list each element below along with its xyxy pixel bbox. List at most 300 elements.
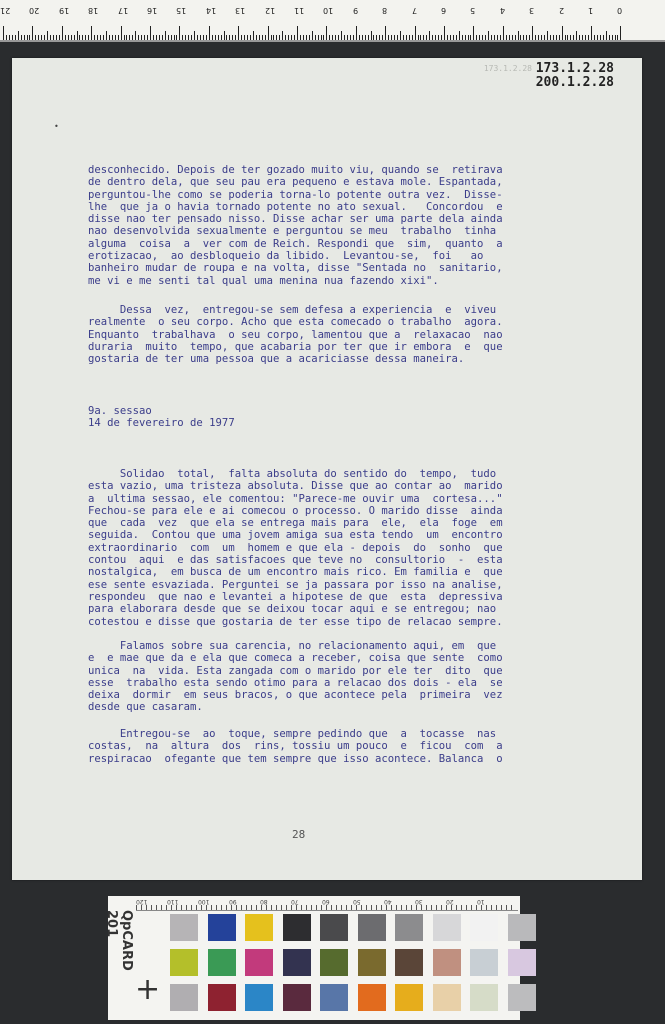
corner-mark: • (54, 122, 59, 131)
ruler-tick (520, 35, 521, 40)
ruler-tick (156, 35, 157, 40)
paragraph-continuation: desconhecido. Depois de ter gozado muito viu, quando se retirava de dentro dela, que seu pau era pequeno e estava mole. Espantada, perguntou-lhe como se poderia torna-lo potente outra vez. Disse- lhe que ja o havia tornado potente no ato sexual. Concordou e disse nao ter pensado nisso. Disse achar ser uma parte dela ainda nao desenvolvida sexualmente e perguntou se meu trabalho tinha alguma coisa a ver com de Reich. Respondi que sim, quanto a erotizacao, ao desbloqueio da libido. Levantou-se, foi ao banheiro mudar de roupa e na volta, disse "Sentada no sanitario, me vi e me senti tal qual uma menina nua fazendo xixi". (88, 164, 503, 287)
card-scale-tick (336, 905, 337, 910)
ruler-number: 5 (470, 6, 476, 15)
card-scale-tick (441, 905, 442, 910)
ruler-tick (247, 35, 248, 40)
ruler-tick (332, 35, 333, 40)
ruler-tick (3, 26, 4, 40)
ruler-tick (100, 35, 101, 40)
ruler-tick (162, 35, 163, 40)
card-scale-tick (166, 905, 167, 910)
ruler-number: 2 (558, 6, 564, 15)
card-scale-tick (426, 905, 427, 910)
ruler-tick (12, 35, 13, 40)
ruler-tick (435, 35, 436, 40)
ruler-tick (403, 35, 404, 40)
card-scale-tick (156, 905, 157, 910)
ruler-tick (432, 35, 433, 40)
card-scale-tick (266, 905, 267, 910)
ruler-tick (103, 35, 104, 40)
ruler-tick (462, 35, 463, 40)
ruler-tick (459, 31, 460, 40)
ruler-tick (350, 35, 351, 40)
card-scale-number: 10 (477, 898, 485, 905)
ruler-tick (356, 26, 357, 40)
card-scale-tick (446, 905, 447, 910)
ruler-tick (329, 35, 330, 40)
ruler-tick (194, 31, 195, 40)
ruler-tick (6, 35, 7, 40)
ruler-tick (420, 35, 421, 40)
ruler-tick (500, 35, 501, 40)
color-swatch (283, 984, 311, 1011)
card-scale-tick (246, 905, 247, 910)
ruler-tick (606, 31, 607, 40)
color-swatch (470, 914, 498, 941)
color-swatch (170, 914, 198, 941)
ruler-tick (309, 35, 310, 40)
ruler-tick (494, 35, 495, 40)
ruler-tick (562, 26, 563, 40)
ruler-tick (112, 35, 113, 40)
ruler-tick (415, 26, 416, 40)
ruler-tick (362, 35, 363, 40)
ruler-tick (256, 35, 257, 40)
card-scale-tick (306, 905, 307, 910)
ruler-tick (418, 35, 419, 40)
color-swatch (245, 949, 273, 976)
ruler-tick (509, 35, 510, 40)
card-scale-tick (496, 905, 497, 910)
card-scale-tick (486, 905, 487, 910)
card-scale-number: 80 (260, 898, 268, 905)
page-number: 28 (292, 828, 306, 841)
ruler-tick (135, 31, 136, 40)
card-scale-tick (261, 905, 262, 910)
ruler-tick (376, 35, 377, 40)
ruler-tick (532, 26, 533, 40)
card-scale-tick (476, 905, 477, 910)
ruler-tick (182, 35, 183, 40)
ruler-tick (594, 35, 595, 40)
card-scale-tick (386, 905, 387, 910)
card-scale-number: 60 (322, 898, 330, 905)
ruler-tick (556, 35, 557, 40)
card-scale-number: 20 (446, 898, 454, 905)
document-page (12, 58, 642, 880)
ruler-tick (379, 35, 380, 40)
card-scale-tick (431, 905, 432, 910)
card-scale-tick (326, 905, 327, 910)
ruler-tick (444, 26, 445, 40)
ruler-tick (323, 35, 324, 40)
ruler-tick (529, 35, 530, 40)
ruler-tick (585, 35, 586, 40)
card-scale-tick (471, 905, 472, 910)
color-calibration-card (104, 896, 520, 1020)
paragraph-solidao: Solidao total, falta absoluta do sentido do tempo, tudo esta vazio, uma tristeza absoluta. Disse que ao contar ao marido a ultima sessao, ele comentou: "Parece-me ouvir uma cortesa..." Fechou-se para ele e ai comecou o processo. O marido disse ainda que cada vez que ela se entrega mais para ele, ela foge em seguida. Contou que uma jovem amiga sua esta tendo um encontro extraordinario com um homem e que ela - depois do sonho que contou aqui e das satisfacoes que teve no consultorio - esta nostalgica, em busca de um encontro mais rico. Em familia e que ese sente esvaziada. Perguntei se ja passara por isso na analise, respondeu que nao e levantei a hipotese de que esta depressiva para elaborara desde que se deixou tocar aqui e se entregou; nao cotestou e disse que gostaria de ter esse tipo de relacao sempre. (88, 468, 503, 628)
ruler-tick (600, 35, 601, 40)
card-scale-tick (381, 905, 382, 910)
ruler-tick (567, 35, 568, 40)
ruler-tick (218, 35, 219, 40)
ruler-tick (50, 35, 51, 40)
color-swatch (508, 949, 536, 976)
ruler-tick (450, 35, 451, 40)
ruler-tick (132, 35, 133, 40)
ruler-tick (153, 35, 154, 40)
card-brand: QpCARD 201 (104, 910, 134, 971)
ruler-tick (588, 35, 589, 40)
ruler-tick (406, 35, 407, 40)
card-scale-number: 50 (353, 898, 361, 905)
ruler-tick (59, 35, 60, 40)
card-scale-tick (421, 905, 422, 910)
ruler-tick (359, 35, 360, 40)
ruler-tick (191, 35, 192, 40)
card-scale-number: 120 (136, 898, 148, 905)
ruler-number: 17 (117, 6, 128, 15)
card-scale-number: 90 (229, 898, 237, 905)
ruler-tick (288, 35, 289, 40)
ruler-tick (79, 35, 80, 40)
ruler-tick (312, 31, 313, 40)
color-swatch (395, 914, 423, 941)
color-swatch (433, 949, 461, 976)
ruler-tick (485, 35, 486, 40)
card-scale-tick (311, 905, 312, 910)
ruler-tick (344, 35, 345, 40)
ruler-tick (232, 35, 233, 40)
ruler-tick (579, 35, 580, 40)
card-scale (136, 898, 518, 911)
ruler-tick (303, 35, 304, 40)
card-scale-number: 110 (167, 898, 179, 905)
ruler-number: 3 (529, 6, 535, 15)
card-scale-tick (176, 905, 177, 910)
paragraph-carencia: Falamos sobre sua carencia, no relacionamento aqui, em que e e mae que da e ela que comeca a receber, coisa que sente como unica na vida. Esta zangada com o marido por ele ter dito que esse trabalho esta sendo otimo para a relacao dos dois - ela se deixa dormir em seus bracos, o que acontece pela primeira vez desde que casaram. (88, 640, 503, 714)
ruler-tick (576, 31, 577, 40)
ruler-tick (294, 35, 295, 40)
card-scale-tick (221, 905, 222, 910)
card-scale-tick (186, 905, 187, 910)
ruler-number: 21 (0, 6, 11, 15)
card-scale-tick (361, 905, 362, 910)
card-scale-tick (491, 905, 492, 910)
ruler-tick (150, 26, 151, 40)
ruler-tick (82, 35, 83, 40)
ruler-tick (423, 35, 424, 40)
ruler-number: 14 (205, 6, 216, 15)
color-swatch (208, 914, 236, 941)
card-scale-tick (376, 905, 377, 910)
ruler-tick (147, 35, 148, 40)
ruler-tick (56, 35, 57, 40)
ruler-tick (488, 31, 489, 40)
card-scale-tick (226, 905, 227, 910)
color-swatch (245, 984, 273, 1011)
card-scale-tick (241, 905, 242, 910)
ruler-tick (62, 26, 63, 40)
card-scale-tick (196, 905, 197, 910)
ruler-tick (179, 26, 180, 40)
card-scale-tick (256, 905, 257, 910)
card-scale-tick (216, 905, 217, 910)
ruler-tick (473, 26, 474, 40)
ruler-tick (468, 35, 469, 40)
card-scale-tick (436, 905, 437, 910)
ruler-tick (617, 35, 618, 40)
ruler-tick (27, 35, 28, 40)
ruler-tick (615, 35, 616, 40)
ruler-tick (203, 35, 204, 40)
card-scale-number: 40 (384, 898, 392, 905)
ruler-tick (321, 35, 322, 40)
ruler-tick (250, 35, 251, 40)
ruler-tick (244, 35, 245, 40)
ruler-tick (347, 35, 348, 40)
color-swatch (245, 914, 273, 941)
color-swatch (508, 984, 536, 1011)
card-scale-tick (416, 905, 417, 910)
ruler-tick (15, 35, 16, 40)
ruler-tick (470, 35, 471, 40)
ruler-tick (306, 35, 307, 40)
ruler-tick (41, 35, 42, 40)
ruler-tick (259, 35, 260, 40)
ruler-tick (382, 35, 383, 40)
ruler-tick (265, 35, 266, 40)
ruler-tick (121, 26, 122, 40)
card-scale-tick (466, 905, 467, 910)
card-scale-tick (236, 905, 237, 910)
color-swatch (283, 914, 311, 941)
card-scale-tick (356, 905, 357, 910)
ruler-tick (597, 35, 598, 40)
card-scale-tick (456, 905, 457, 910)
archive-id-line-2: 200.1.2.28 (535, 75, 614, 90)
ruler-tick (35, 35, 36, 40)
ruler-tick (9, 35, 10, 40)
color-swatch (395, 984, 423, 1011)
ruler-tick (212, 35, 213, 40)
ruler-tick (515, 35, 516, 40)
ruler-tick (276, 35, 277, 40)
ruler-tick (94, 35, 95, 40)
color-swatch (358, 914, 386, 941)
ruler-tick (226, 35, 227, 40)
card-scale-tick (461, 905, 462, 910)
ruler-number: 9 (352, 6, 358, 15)
card-scale-tick (371, 905, 372, 910)
ruler-tick (385, 26, 386, 40)
ruler-tick (612, 35, 613, 40)
ruler-tick (141, 35, 142, 40)
ruler-number: 18 (88, 6, 99, 15)
ruler-tick (253, 31, 254, 40)
color-swatch (470, 984, 498, 1011)
paragraph-entrega: Dessa vez, entregou-se sem defesa a experiencia e viveu realmente o seu corpo. Acho que esta comecado o trabalho agora. Enquanto trabalhava o seu corpo, lamentou que a relaxacao nao duraria muito tempo, que acabaria por ter que ir embora e que gostaria de ter uma pessoa que a acariciasse dessa maneira. (88, 304, 503, 366)
ruler-tick (176, 35, 177, 40)
ruler-number: 12 (264, 6, 275, 15)
card-scale-tick (391, 905, 392, 910)
ruler-tick (506, 35, 507, 40)
ruler-tick (32, 26, 33, 40)
card-scale-tick (411, 905, 412, 910)
ruler-tick (91, 26, 92, 40)
ruler-tick (441, 35, 442, 40)
color-swatch (433, 914, 461, 941)
card-scale-tick (451, 905, 452, 910)
ruler-number: 11 (294, 6, 305, 15)
card-scale-tick (481, 905, 482, 910)
ruler-tick (197, 35, 198, 40)
card-scale-tick (161, 905, 162, 910)
color-swatch (320, 914, 348, 941)
ruler-tick (315, 35, 316, 40)
ruler-tick (71, 35, 72, 40)
ruler-tick (400, 31, 401, 40)
card-scale-number: 100 (198, 898, 210, 905)
session-heading (88, 405, 590, 430)
ruler-tick (609, 35, 610, 40)
card-scale-tick (181, 905, 182, 910)
ruler-tick (29, 35, 30, 40)
ruler-tick (241, 35, 242, 40)
card-scale-tick (511, 905, 512, 910)
ruler-number: 1 (588, 6, 594, 15)
card-scale-tick (191, 905, 192, 910)
ruler-tick (371, 31, 372, 40)
ruler-tick (394, 35, 395, 40)
paragraph-toque: Entregou-se ao toque, sempre pedindo que a tocasse nas costas, na altura dos rins, tossiu um pouco e ficou com a respiracao ofegante que tem sempre que isso acontece. Balanca o (88, 728, 503, 765)
ruler-number: 15 (176, 6, 187, 15)
ruler-tick (482, 35, 483, 40)
ruler-tick (174, 35, 175, 40)
color-swatch (358, 949, 386, 976)
ruler-tick (365, 35, 366, 40)
ruler-tick (68, 35, 69, 40)
color-swatch (470, 949, 498, 976)
card-scale-tick (201, 905, 202, 910)
ruler-tick (38, 35, 39, 40)
color-swatch (283, 949, 311, 976)
ruler-tick (185, 35, 186, 40)
ruler-tick (74, 35, 75, 40)
ruler-tick (544, 35, 545, 40)
ruler-tick (353, 35, 354, 40)
ruler-tick (438, 35, 439, 40)
color-swatch (208, 949, 236, 976)
ruler-tick (318, 35, 319, 40)
color-swatch (170, 949, 198, 976)
card-scale-tick (396, 905, 397, 910)
ruler-tick (429, 31, 430, 40)
ruler-tick (391, 35, 392, 40)
ruler-tick (297, 26, 298, 40)
card-scale-tick (301, 905, 302, 910)
ruler-tick (603, 35, 604, 40)
ruler-tick (541, 35, 542, 40)
ruler-tick (497, 35, 498, 40)
ruler-tick (126, 35, 127, 40)
ruler-tick (388, 35, 389, 40)
ruler-tick (88, 35, 89, 40)
ruler-tick (559, 35, 560, 40)
card-scale-tick (276, 905, 277, 910)
ruler-tick (620, 26, 621, 40)
card-scale-tick (136, 905, 137, 910)
ruler-tick (115, 35, 116, 40)
card-scale-number: 70 (291, 898, 299, 905)
ruler-tick (18, 31, 19, 40)
ruler-tick (44, 35, 45, 40)
ruler-tick (215, 35, 216, 40)
session-title: 9a. sessao (88, 405, 152, 417)
ruler-tick (188, 35, 189, 40)
color-swatch (170, 984, 198, 1011)
ruler-tick (53, 35, 54, 40)
ruler-tick (479, 35, 480, 40)
ruler-tick (523, 35, 524, 40)
ruler-tick (368, 35, 369, 40)
ruler-tick (77, 31, 78, 40)
card-scale-number: 30 (415, 898, 423, 905)
ruler-tick (21, 35, 22, 40)
ruler-number: 8 (382, 6, 388, 15)
color-swatch (320, 949, 348, 976)
card-scale-tick (321, 905, 322, 910)
card-scale-tick (401, 905, 402, 910)
ruler-number: 4 (499, 6, 505, 15)
ruler-tick (503, 26, 504, 40)
ruler-tick (582, 35, 583, 40)
ruler-tick (165, 31, 166, 40)
card-scale-tick (151, 905, 152, 910)
card-scale-tick (291, 905, 292, 910)
color-swatch (395, 949, 423, 976)
ruler-tick (285, 35, 286, 40)
ruler-tick (550, 35, 551, 40)
ruler-tick (553, 35, 554, 40)
ruler-number: 0 (617, 6, 623, 15)
card-scale-tick (206, 905, 207, 910)
card-scale-tick (141, 905, 142, 910)
ruler-tick (271, 35, 272, 40)
ruler-tick (65, 35, 66, 40)
crosshair-icon: + (135, 972, 161, 1007)
ruler-tick (124, 35, 125, 40)
card-scale-tick (506, 905, 507, 910)
ruler-tick (538, 35, 539, 40)
ruler-number: 16 (147, 6, 158, 15)
ruler-tick (109, 35, 110, 40)
ruler-number: 10 (323, 6, 334, 15)
ruler-tick (453, 35, 454, 40)
ruler-number: 20 (29, 6, 40, 15)
ruler-tick (291, 35, 292, 40)
ruler-number: 13 (235, 6, 246, 15)
card-scale-tick (351, 905, 352, 910)
ruler-tick (512, 35, 513, 40)
color-swatch (320, 984, 348, 1011)
ruler-tick (547, 31, 548, 40)
archive-id-line-1: 173.1.2.28 (535, 61, 614, 76)
card-scale-tick (146, 905, 147, 910)
faint-reference-number: 173.1.2.28 (483, 64, 532, 73)
color-swatch (208, 984, 236, 1011)
